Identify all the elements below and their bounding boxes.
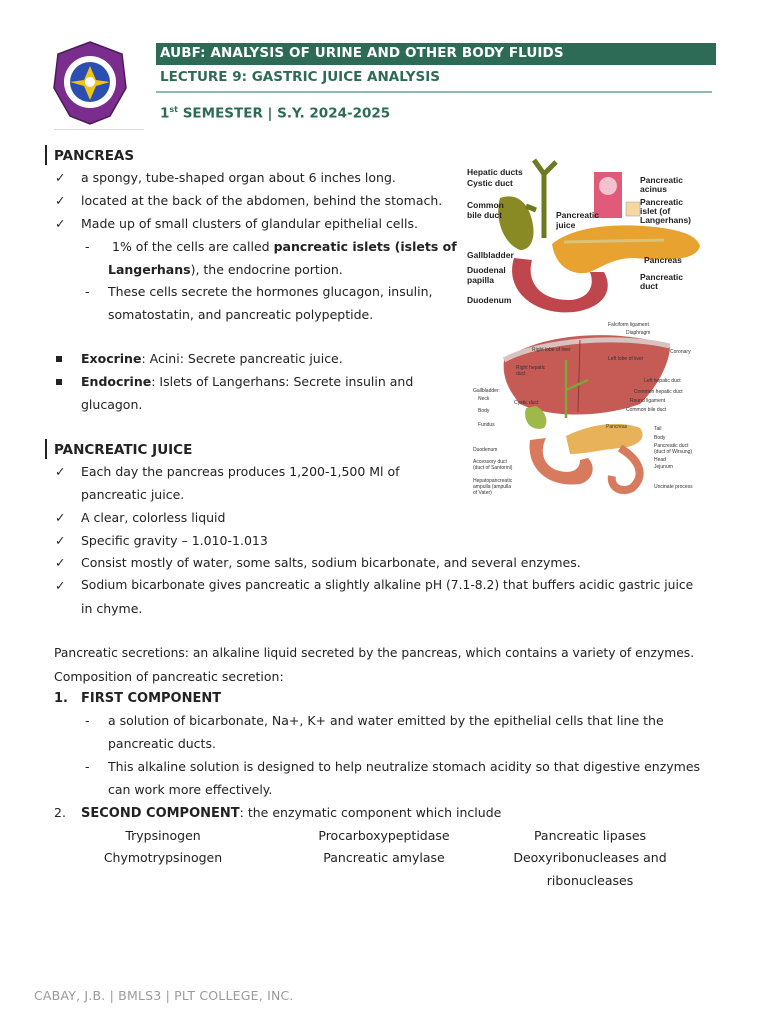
fig1-label-juice-2: juice <box>556 220 576 230</box>
fig2-label-fundus: Fundus <box>478 422 495 428</box>
semester-label: 1st SEMESTER | S.Y. 2024-2025 <box>160 105 391 122</box>
juice-item-1: Each day the pancreas produces 1,200-1,500 Ml of <box>81 464 400 479</box>
check-icon: ✓ <box>55 464 66 479</box>
fig1-label-duodenal-1: Duodenal <box>467 265 506 275</box>
section-marker <box>45 145 47 165</box>
first-component-heading: FIRST COMPONENT <box>81 691 222 706</box>
second-number: 2. <box>54 805 66 820</box>
fig2-label-tail: Tail <box>654 426 662 432</box>
fig2-label-common-hepatic: Common hepatic duct <box>634 389 683 395</box>
enzyme-amylase: Pancreatic amylase <box>323 850 445 865</box>
fig2-label-left-lobe: Left lobe of liver <box>608 356 644 362</box>
fig2-label-body: Body <box>478 408 490 414</box>
fig2-label-right-hepatic-1: Right hepatic <box>516 365 546 371</box>
fig2-label-pduct-1: Pancreatic duct <box>654 443 689 449</box>
pancreas-sub-1-line-1: 1% of the cells are called pancreatic islets (islets of <box>112 239 457 254</box>
dash-bullet: - <box>85 284 90 299</box>
first-number: 1. <box>54 691 68 706</box>
juice-item-1-cont: pancreatic juice. <box>81 487 185 502</box>
fig2-label-pbody: Body <box>654 435 666 441</box>
check-icon: ✓ <box>55 533 66 548</box>
fig2-label-neck: Neck <box>478 396 490 402</box>
endocrine-item-cont: glucagon. <box>81 397 143 412</box>
fig2-label-ampulla-3: of Vater) <box>473 490 492 496</box>
juice-item-5-cont: in chyme. <box>81 601 143 616</box>
check-icon: ✓ <box>55 510 66 525</box>
dash-bullet: - <box>85 759 90 774</box>
juice-item-2: A clear, colorless liquid <box>81 510 226 525</box>
pancreas-sub-1-line-2: Langerhans), the endocrine portion. <box>108 262 343 277</box>
fig2-label-right-hepatic-2: duct <box>516 371 526 377</box>
dash-bullet: - <box>85 239 90 254</box>
second-component: SECOND COMPONENT: the enzymatic component which include <box>81 805 502 821</box>
fig2-label-head: Head <box>654 457 666 463</box>
liver-pancreas-figure <box>470 320 700 502</box>
check-icon: ✓ <box>55 216 66 231</box>
fig1-label-hepatic-ducts: Hepatic ducts <box>467 167 523 177</box>
fig2-label-jejunum: Jejunum <box>654 464 673 470</box>
fig2-label-diaphragm: Diaphragm <box>626 330 651 336</box>
fig2-label-pduct-2: (duct of Wirsung) <box>654 449 693 455</box>
composition-label: Composition of pancreatic secretion: <box>54 669 284 684</box>
fig2-label-accessory-2: (duct of Santorini) <box>473 465 513 471</box>
fig2-label-cystic: Cystic duct <box>514 400 539 406</box>
check-icon: ✓ <box>55 555 66 570</box>
pancreas-item-1: a spongy, tube-shaped organ about 6 inches long. <box>81 170 396 185</box>
fig2-label-common-bile: Common bile duct <box>626 407 667 413</box>
pancreas-item-2: located at the back of the abdomen, behind the stomach. <box>81 193 443 208</box>
square-bullet <box>56 356 62 362</box>
pancreas-sub-2-line-2: somatostatin, and pancreatic polypeptide. <box>108 307 374 322</box>
page-footer: CABAY, J.B. | BMLS3 | PLT COLLEGE, INC. <box>34 988 294 1003</box>
fig1-label-acinus-2: acinus <box>640 184 667 194</box>
pancreas-item-3: Made up of small clusters of glandular epithelial cells. <box>81 216 418 231</box>
enzyme-trypsinogen: Trypsinogen <box>125 828 201 843</box>
secretions-paragraph: Pancreatic secretions: an alkaline liquid secreted by the pancreas, which contains a variety of enzymes. <box>54 646 695 660</box>
endocrine-item: Endocrine: Islets of Langerhans: Secrete insulin and <box>81 374 414 389</box>
enzyme-chymotrypsinogen: Chymotrypsinogen <box>103 850 223 865</box>
square-bullet <box>56 379 62 385</box>
fig2-label-right-lobe: Right lobe of liver <box>532 347 571 353</box>
juice-item-5: Sodium bicarbonate gives pancreatic a slightly alkaline pH (7.1-8.2) that buffers acidic gastric juice <box>81 578 694 592</box>
pancreas-heading: PANCREAS <box>54 148 135 164</box>
fig1-label-pduct-1: Pancreatic <box>640 272 683 282</box>
logo-underline <box>54 129 144 130</box>
fig1-label-duodenum: Duodenum <box>467 295 512 305</box>
first-sub-2: This alkaline solution is designed to help neutralize stomach acidity so that digestive enzymes <box>108 759 701 774</box>
first-sub-1-cont: pancreatic ducts. <box>108 736 216 751</box>
fig1-label-islet-3: Langerhans) <box>640 215 692 225</box>
fig1-label-pancreas: Pancreas <box>644 255 682 265</box>
fig1-label-gallbladder: Gallbladder <box>467 250 514 260</box>
fig1-label-common-2: bile duct <box>467 210 502 220</box>
fig2-label-ampulla-1: Hepatopancreatic <box>473 478 513 484</box>
check-icon: ✓ <box>55 578 66 593</box>
dash-bullet: - <box>85 713 90 728</box>
fig1-label-pduct-2: duct <box>640 281 658 291</box>
fig2-label-accessory-1: Accessory duct <box>473 459 507 465</box>
enzyme-ribonucleases: ribonucleases <box>546 873 634 888</box>
pancreas-sub-2-line-1: These cells secrete the hormones glucagon, insulin, <box>108 284 433 299</box>
fig2-label-coronary: Coronary <box>670 349 691 355</box>
fig2-label-uncinate: Uncinate process <box>654 484 693 490</box>
fig1-label-duodenal-2: papilla <box>467 275 494 285</box>
section-marker <box>45 439 47 459</box>
header-rule <box>156 91 712 93</box>
fig2-label-gallbladder: Gallbladder: <box>473 388 500 394</box>
fig2-label-duodenum: Duodenum <box>473 447 498 453</box>
fig1-label-juice-1: Pancreatic <box>556 210 599 220</box>
enzyme-procarboxypeptidase: Procarboxypeptidase <box>318 828 450 843</box>
first-sub-1: a solution of bicarbonate, Na+, K+ and water emitted by the epithelial cells that line the <box>108 713 664 728</box>
fig1-label-islet-1: Pancreatic <box>640 197 683 207</box>
college-logo <box>52 40 128 126</box>
juice-heading: PANCREATIC JUICE <box>54 442 193 458</box>
fig1-label-islet-2: islet (of <box>640 206 671 216</box>
check-icon: ✓ <box>55 193 66 208</box>
fig1-label-acinus-1: Pancreatic <box>640 175 683 185</box>
fig1-label-common-1: Common <box>467 200 504 210</box>
fig2-label-ampulla-2: ampulla (ampulla <box>473 484 512 490</box>
fig2-label-round-ligament: Round ligament <box>630 398 666 404</box>
lecture-title: LECTURE 9: GASTRIC JUICE ANALYSIS <box>160 69 440 85</box>
course-title: AUBF: ANALYSIS OF URINE AND OTHER BODY FLUIDS <box>160 45 564 61</box>
juice-item-3: Specific gravity – 1.010-1.013 <box>81 533 268 548</box>
fig2-label-falciform: Falciform ligament <box>608 322 649 328</box>
enzyme-lipases: Pancreatic lipases <box>533 828 647 843</box>
fig2-label-pancreas: Pancreas <box>606 424 628 430</box>
exocrine-item: Exocrine: Acini: Secrete pancreatic juice. <box>81 351 343 366</box>
check-icon: ✓ <box>55 170 66 185</box>
first-sub-2-cont: can work more effectively. <box>108 782 273 797</box>
fig1-label-cystic-duct: Cystic duct <box>467 178 513 188</box>
fig2-label-left-hepatic: Left hepatic duct <box>644 378 681 384</box>
pancreas-anatomy-figure <box>464 140 704 318</box>
juice-item-4: Consist mostly of water, some salts, sodium bicarbonate, and several enzymes. <box>81 555 581 570</box>
enzyme-deoxyribonucleases: Deoxyribonucleases and <box>513 850 667 865</box>
